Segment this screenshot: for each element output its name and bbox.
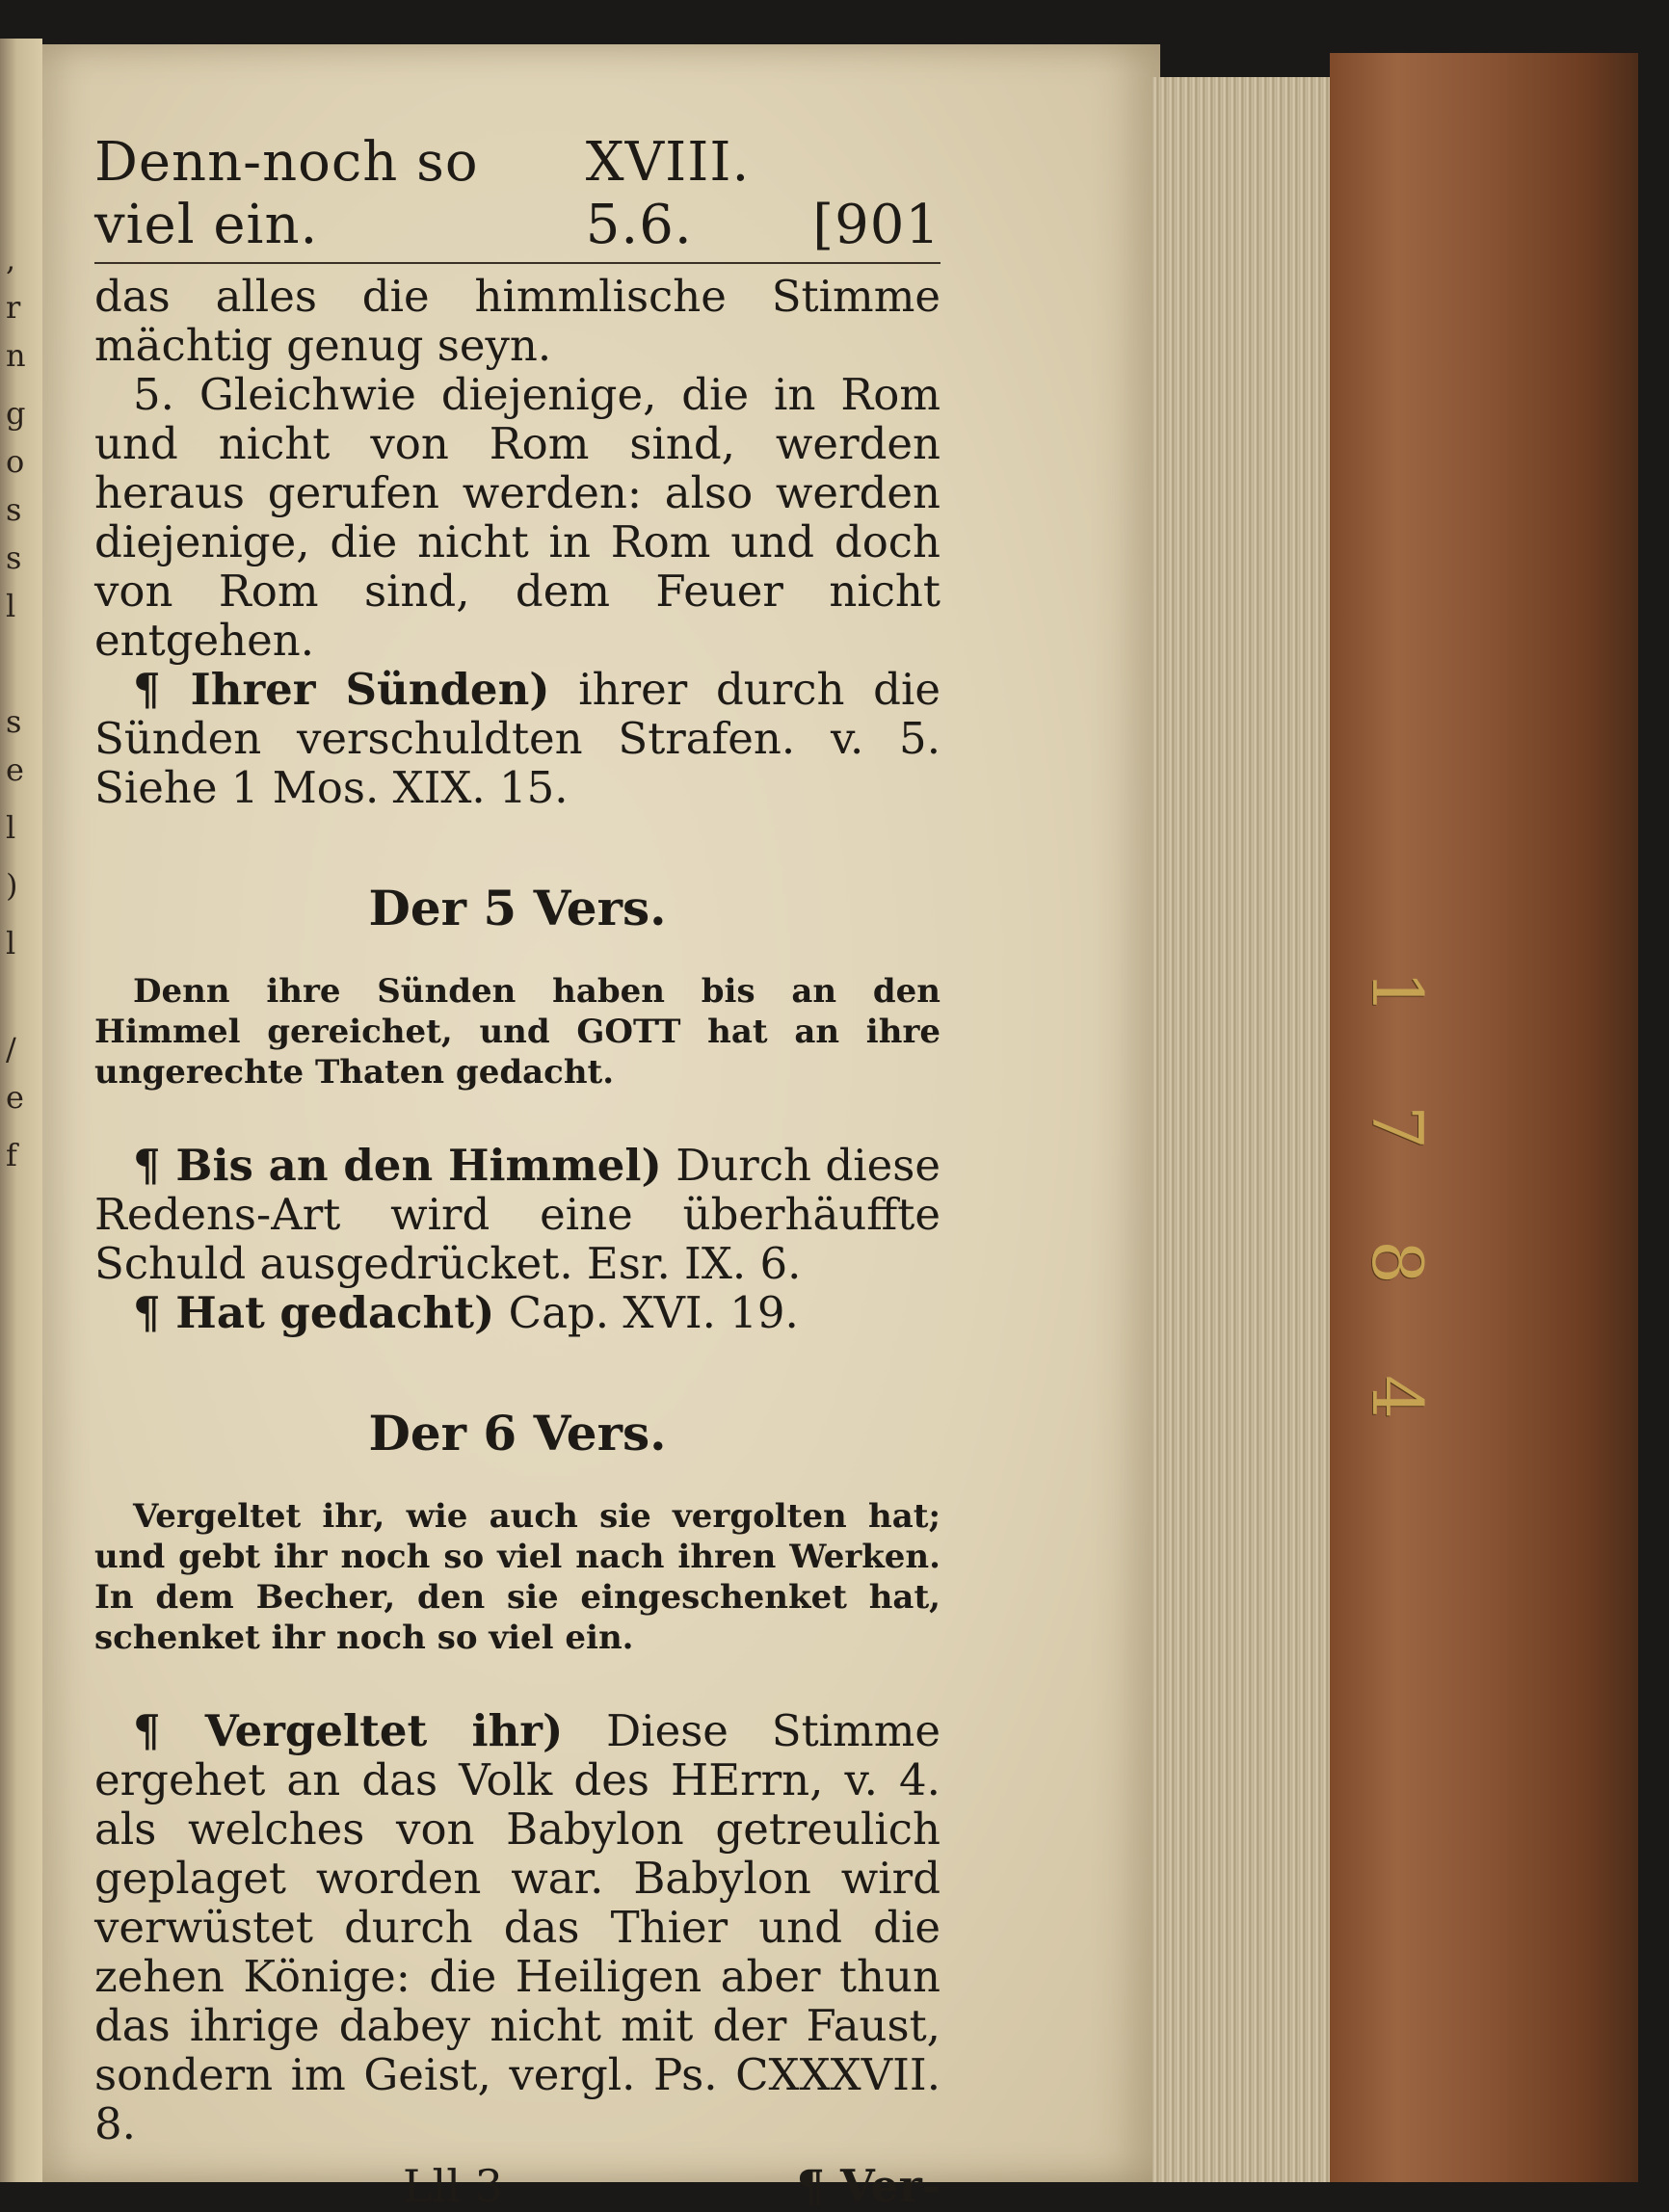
chapter-reference: XVIII. 5.6. <box>585 131 751 256</box>
signature-mark: Lll 3 <box>403 2160 503 2212</box>
facing-page-fragment: s <box>6 540 22 576</box>
verse-5-heading: Der 5 Vers. <box>368 880 667 936</box>
facing-page-fragment: l <box>6 925 16 961</box>
spine-year-digit: 7 <box>1357 1105 1438 1149</box>
gloss-text: Cap. XVI. 19. <box>508 1287 799 1338</box>
gloss-lemma: ¶ Ihrer Sünden) <box>133 664 550 715</box>
gloss-text: Diese Stimme ergehet an das Volk des HErrn, v. 4. als welches von Babylon getreulich geplaget worden war. Babylon wird verwüstet durch das Thier und die zehen Könige: die Heiligen aber thun das ihrige dabey nicht mit der Faust, sondern im Geist, vergl. Ps. CXXXVII. 8. <box>94 1705 941 2149</box>
paragraph-5: 5. Gleichwie diejenige, die in Rom und nicht von Rom sind, werden heraus gerufen werden: also werden diejenige, die nicht in Rom und doch von Rom sind, dem Feuer nicht entgehen. <box>94 369 940 666</box>
facing-page-fragment: g <box>6 395 26 432</box>
facing-page-fragment: n <box>6 337 26 374</box>
page-footer <box>94 2160 940 2212</box>
gloss-text: ihrer durch die Sünden verschuldten Strafen. v. 5. Siehe 1 Mos. XIX. 15. <box>94 664 940 813</box>
facing-page-fragment: s <box>6 491 22 528</box>
spine-year-digit: 8 <box>1357 1240 1438 1284</box>
gloss-lemma: ¶ Bis an den Himmel) <box>133 1140 662 1191</box>
verse-5-text: Denn ihre Sünden haben bis an den Himmel gereichet, und GOTT hat an ihre ungerechte Thaten gedacht. <box>94 972 940 1092</box>
gloss-paragraph <box>94 665 940 812</box>
background-edge <box>1638 39 1669 2182</box>
running-title: Denn-noch so viel ein. <box>94 131 479 256</box>
facing-page-fragment: o <box>6 443 25 480</box>
facing-page-fragment: r <box>6 289 21 326</box>
paragraph-continuation: das alles die himmlische Stimme mächtig genug seyn. <box>94 271 940 371</box>
facing-page-fragment: f <box>6 1137 17 1173</box>
gloss-paragraph <box>94 1706 940 2148</box>
facing-page-fragment: e <box>6 751 24 788</box>
gloss-paragraph <box>94 1141 940 1288</box>
facing-page-fragment: l <box>6 588 16 624</box>
facing-page-fragment: ) <box>6 867 18 904</box>
facing-page-fragment: l <box>6 809 16 846</box>
catchword: ¶ Ver- <box>796 2160 940 2212</box>
gloss-lemma: ¶ Hat gedacht) <box>133 1287 495 1338</box>
spine-year-digit: 4 <box>1357 1375 1438 1419</box>
spine-year-stamp <box>1344 925 1450 1464</box>
page-text-block <box>94 131 941 2212</box>
facing-page-fragment: , <box>6 241 16 277</box>
fore-edge <box>1152 77 1336 2182</box>
facing-page-fragment: s <box>6 703 22 740</box>
running-head <box>94 131 940 264</box>
facing-page-edge <box>0 39 42 2182</box>
gloss-text: Durch diese Redens-Art wird eine überhäuffte Schuld ausgedrücket. Esr. IX. 6. <box>94 1140 940 1289</box>
gloss-lemma: ¶ Vergeltet ihr) <box>133 1705 564 1756</box>
facing-page-fragment: / <box>6 1031 16 1067</box>
spine-year-digit: 1 <box>1357 970 1438 1014</box>
gloss-paragraph <box>94 1288 940 1337</box>
facing-page-fragment: e <box>6 1079 24 1116</box>
verse-6-heading: Der 6 Vers. <box>368 1405 667 1462</box>
verse-6-text: Vergeltet ihr, wie auch sie vergolten hat; und gebt ihr noch so viel nach ihren Werken. In dem Becher, den sie eingeschenket hat, schenket ihr noch so viel ein. <box>94 1497 940 1657</box>
page-number: [901 <box>812 194 940 256</box>
